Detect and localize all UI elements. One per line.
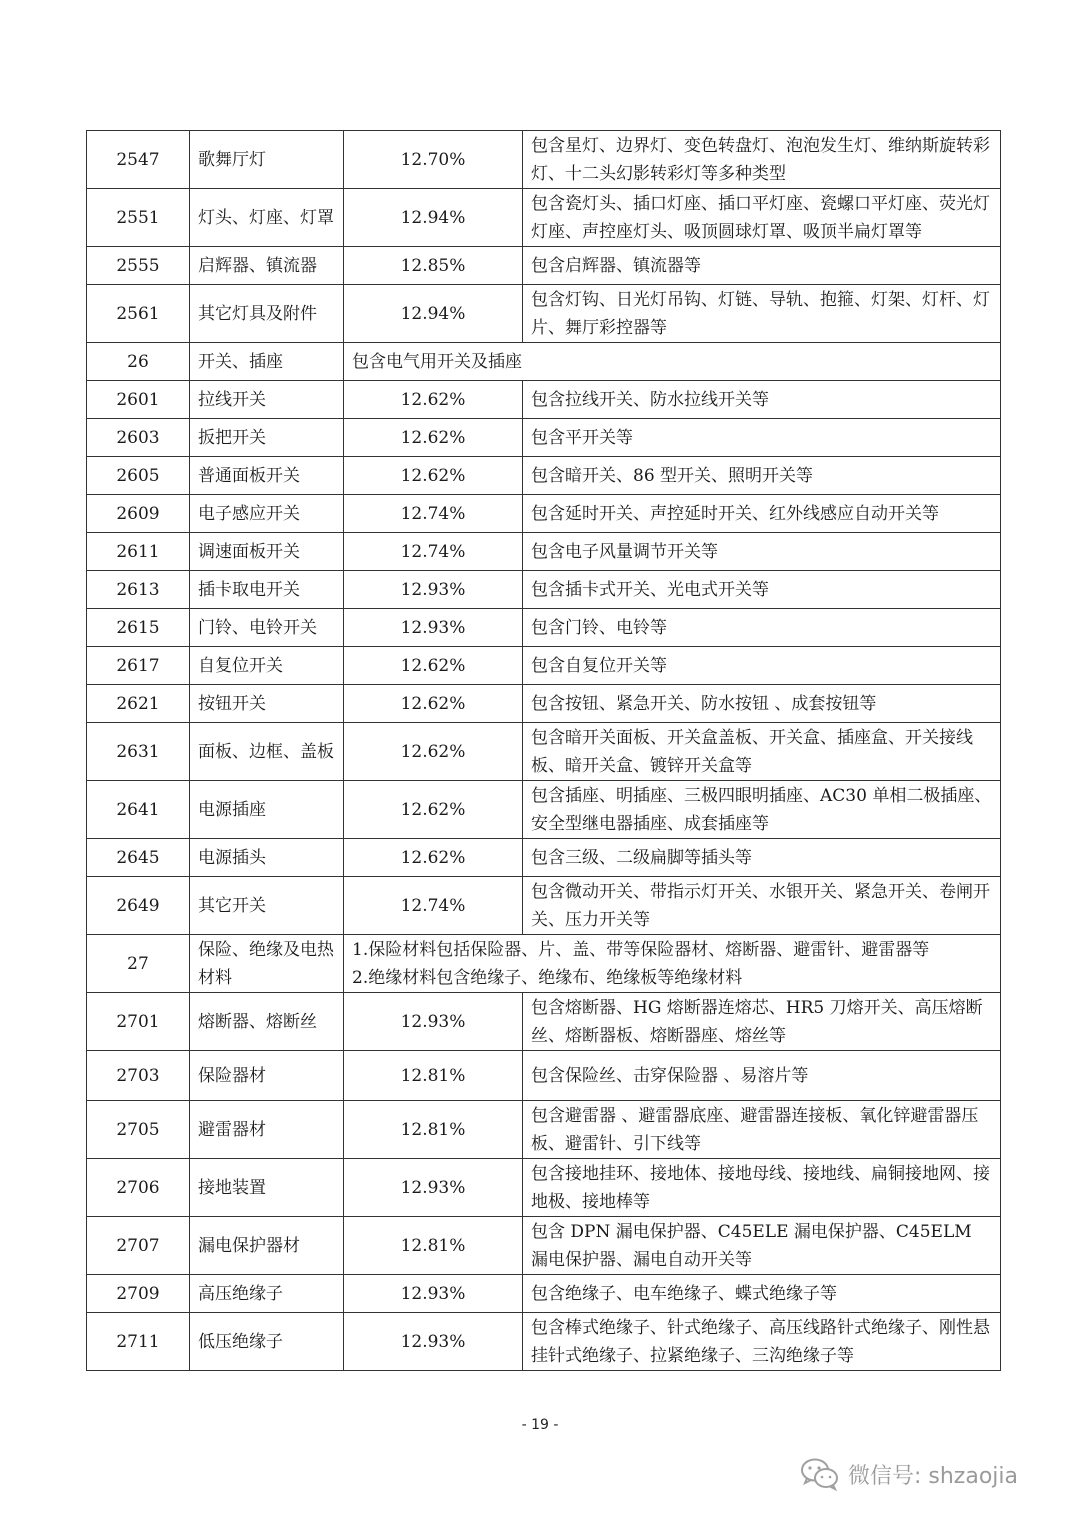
item-name-cell: 低压绝缘子	[190, 1313, 344, 1371]
description-cell: 包含保险丝、击穿保险器 、易溶片等	[523, 1051, 1001, 1101]
table-row	[87, 877, 1001, 935]
section-row	[87, 935, 1001, 993]
item-name-cell: 启辉器、镇流器	[190, 247, 344, 285]
item-name-cell: 电源插座	[190, 781, 344, 839]
description-cell: 包含按钮、紧急开关、防水按钮 、成套按钮等	[523, 685, 1001, 723]
item-name-cell: 按钮开关	[190, 685, 344, 723]
page-number: - 19 -	[521, 1417, 559, 1433]
item-code-cell: 26	[87, 343, 190, 381]
rate-cell: 12.94%	[344, 189, 523, 247]
description-cell: 包含平开关等	[523, 419, 1001, 457]
rate-cell: 12.93%	[344, 1313, 523, 1371]
item-name-cell: 电源插头	[190, 839, 344, 877]
item-code-cell: 27	[87, 935, 190, 993]
rate-cell: 12.85%	[344, 247, 523, 285]
description-cell: 包含接地挂环、接地体、接地母线、接地线、扁铜接地网、接地极、接地棒等	[523, 1159, 1001, 1217]
item-name-cell: 灯头、灯座、灯罩	[190, 189, 344, 247]
item-name-cell: 电子感应开关	[190, 495, 344, 533]
item-name-cell: 门铃、电铃开关	[190, 609, 344, 647]
table-row	[87, 381, 1001, 419]
description-cell: 包含门铃、电铃等	[523, 609, 1001, 647]
rate-cell: 12.93%	[344, 993, 523, 1051]
item-code-cell: 2609	[87, 495, 190, 533]
table-row	[87, 1275, 1001, 1313]
item-code-cell: 2711	[87, 1313, 190, 1371]
rate-cell: 12.74%	[344, 533, 523, 571]
material-table	[86, 130, 1001, 1371]
table-row	[87, 993, 1001, 1051]
item-code-cell: 2621	[87, 685, 190, 723]
table-row	[87, 1159, 1001, 1217]
description-cell: 包含绝缘子、电车绝缘子、蝶式绝缘子等	[523, 1275, 1001, 1313]
description-cell: 包含启辉器、镇流器等	[523, 247, 1001, 285]
item-code-cell: 2617	[87, 647, 190, 685]
item-code-cell: 2707	[87, 1217, 190, 1275]
rate-cell: 12.81%	[344, 1051, 523, 1101]
table-body	[87, 131, 1001, 1371]
table-row	[87, 1313, 1001, 1371]
item-code-cell: 2649	[87, 877, 190, 935]
item-name-cell: 开关、插座	[190, 343, 344, 381]
table-row	[87, 189, 1001, 247]
item-name-cell: 自复位开关	[190, 647, 344, 685]
description-cell: 包含 DPN 漏电保护器、C45ELE 漏电保护器、C45ELM 漏电保护器、漏电自动开关等	[523, 1217, 1001, 1275]
item-code-cell: 2611	[87, 533, 190, 571]
watermark	[800, 1454, 1018, 1494]
rate-cell: 12.81%	[344, 1217, 523, 1275]
item-name-cell: 保险、绝缘及电热材料	[190, 935, 344, 993]
section-row	[87, 343, 1001, 381]
section-description-cell: 包含电气用开关及插座	[344, 343, 1001, 381]
item-name-cell: 其它灯具及附件	[190, 285, 344, 343]
item-code-cell: 2555	[87, 247, 190, 285]
rate-cell: 12.62%	[344, 685, 523, 723]
description-cell: 包含暗开关、86 型开关、照明开关等	[523, 457, 1001, 495]
item-name-cell: 扳把开关	[190, 419, 344, 457]
item-code-cell: 2645	[87, 839, 190, 877]
rate-cell: 12.62%	[344, 781, 523, 839]
item-name-cell: 调速面板开关	[190, 533, 344, 571]
item-name-cell: 保险器材	[190, 1051, 344, 1101]
description-cell: 包含星灯、边界灯、变色转盘灯、泡泡发生灯、维纳斯旋转彩灯、十二头幻影转彩灯等多种类型	[523, 131, 1001, 189]
description-cell: 包含避雷器 、避雷器底座、避雷器连接板、氧化锌避雷器压板、避雷针、引下线等	[523, 1101, 1001, 1159]
description-cell: 包含三级、二级扁脚等插头等	[523, 839, 1001, 877]
watermark-text: 微信号: shzaojia	[848, 1463, 1019, 1489]
table-row	[87, 419, 1001, 457]
item-code-cell: 2705	[87, 1101, 190, 1159]
table-row	[87, 1051, 1001, 1101]
item-code-cell: 2603	[87, 419, 190, 457]
description-cell: 包含熔断器、HG 熔断器连熔芯、HR5 刀熔开关、高压熔断丝、熔断器板、熔断器座、熔丝等	[523, 993, 1001, 1051]
table-row	[87, 685, 1001, 723]
rate-cell: 12.62%	[344, 723, 523, 781]
section-description-cell: 1.保险材料包括保险器、片、盖、带等保险器材、熔断器、避雷针、避雷器等 2.绝缘材料包含绝缘子、绝缘布、绝缘板等绝缘材料	[344, 935, 1001, 993]
table-row	[87, 495, 1001, 533]
description-cell: 包含自复位开关等	[523, 647, 1001, 685]
rate-cell: 12.74%	[344, 495, 523, 533]
description-cell: 包含延时开关、声控延时开关、红外线感应自动开关等	[523, 495, 1001, 533]
table-row	[87, 457, 1001, 495]
table-row	[87, 1217, 1001, 1275]
table-row	[87, 647, 1001, 685]
rate-cell: 12.93%	[344, 571, 523, 609]
rate-cell: 12.94%	[344, 285, 523, 343]
table-row	[87, 609, 1001, 647]
item-name-cell: 普通面板开关	[190, 457, 344, 495]
table-row	[87, 571, 1001, 609]
item-code-cell: 2709	[87, 1275, 190, 1313]
rate-cell: 12.93%	[344, 609, 523, 647]
item-code-cell: 2605	[87, 457, 190, 495]
description-cell: 包含插座、明插座、三极四眼明插座、AC30 单相二极插座、安全型继电器插座、成套插座等	[523, 781, 1001, 839]
item-code-cell: 2703	[87, 1051, 190, 1101]
item-code-cell: 2561	[87, 285, 190, 343]
item-code-cell: 2701	[87, 993, 190, 1051]
description-cell: 包含暗开关面板、开关盒盖板、开关盒、插座盒、开关接线板、暗开关盒、镀锌开关盒等	[523, 723, 1001, 781]
description-cell: 包含电子风量调节开关等	[523, 533, 1001, 571]
item-code-cell: 2641	[87, 781, 190, 839]
item-name-cell: 歌舞厅灯	[190, 131, 344, 189]
table-row	[87, 533, 1001, 571]
item-name-cell: 高压绝缘子	[190, 1275, 344, 1313]
item-code-cell: 2613	[87, 571, 190, 609]
table-row	[87, 247, 1001, 285]
item-code-cell: 2615	[87, 609, 190, 647]
rate-cell: 12.62%	[344, 381, 523, 419]
table-row	[87, 839, 1001, 877]
item-name-cell: 插卡取电开关	[190, 571, 344, 609]
item-name-cell: 接地装置	[190, 1159, 344, 1217]
description-cell: 包含拉线开关、防水拉线开关等	[523, 381, 1001, 419]
rate-cell: 12.62%	[344, 839, 523, 877]
rate-cell: 12.81%	[344, 1101, 523, 1159]
item-name-cell: 漏电保护器材	[190, 1217, 344, 1275]
description-cell: 包含插卡式开关、光电式开关等	[523, 571, 1001, 609]
rate-cell: 12.93%	[344, 1159, 523, 1217]
item-name-cell: 面板、边框、盖板	[190, 723, 344, 781]
table-row	[87, 723, 1001, 781]
item-name-cell: 其它开关	[190, 877, 344, 935]
rate-cell: 12.62%	[344, 419, 523, 457]
item-code-cell: 2601	[87, 381, 190, 419]
item-code-cell: 2631	[87, 723, 190, 781]
item-name-cell: 拉线开关	[190, 381, 344, 419]
table-row	[87, 131, 1001, 189]
rate-cell: 12.62%	[344, 647, 523, 685]
rate-cell: 12.62%	[344, 457, 523, 495]
item-name-cell: 避雷器材	[190, 1101, 344, 1159]
description-cell: 包含棒式绝缘子、针式绝缘子、高压线路针式绝缘子、刚性悬挂针式绝缘子、拉紧绝缘子、三沟绝缘子等	[523, 1313, 1001, 1371]
description-cell: 包含微动开关、带指示灯开关、水银开关、紧急开关、卷闸开关、压力开关等	[523, 877, 1001, 935]
item-code-cell: 2551	[87, 189, 190, 247]
description-cell: 包含灯钩、日光灯吊钩、灯链、导轨、抱箍、灯架、灯杆、灯片、舞厅彩控器等	[523, 285, 1001, 343]
description-cell: 包含瓷灯头、插口灯座、插口平灯座、瓷螺口平灯座、荧光灯灯座、声控座灯头、吸顶圆球灯罩、吸顶半扁灯罩等	[523, 189, 1001, 247]
rate-cell: 12.74%	[344, 877, 523, 935]
table-row	[87, 781, 1001, 839]
item-code-cell: 2547	[87, 131, 190, 189]
item-name-cell: 熔断器、熔断丝	[190, 993, 344, 1051]
table-row	[87, 1101, 1001, 1159]
table-row	[87, 285, 1001, 343]
rate-cell: 12.70%	[344, 131, 523, 189]
item-code-cell: 2706	[87, 1159, 190, 1217]
rate-cell: 12.93%	[344, 1275, 523, 1313]
wechat-icon	[800, 1457, 840, 1491]
